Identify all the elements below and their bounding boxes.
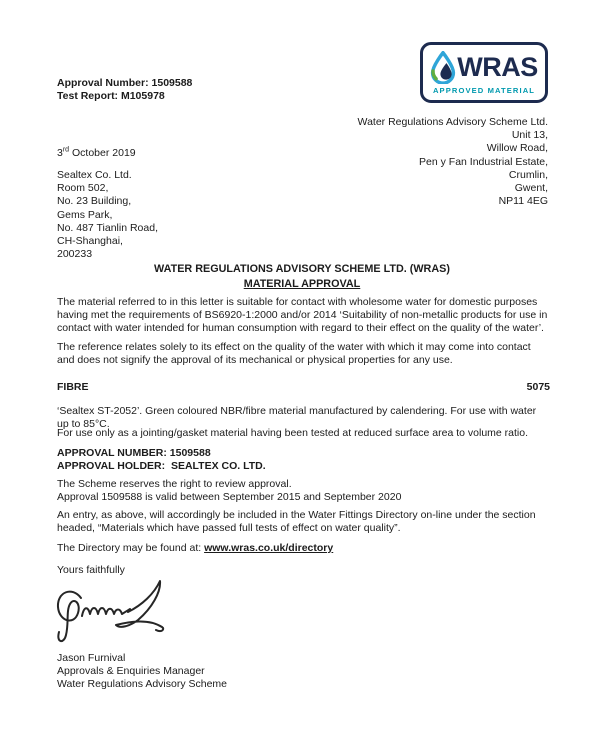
validity-note: Approval 1509588 is valid between September 2015 and September 2020 — [57, 491, 402, 504]
date-rest: October 2019 — [69, 147, 136, 159]
signature-image — [48, 578, 180, 650]
sender-address — [358, 116, 548, 208]
paragraph-suitability: The material referred to in this letter is suitable for contact with wholesome water for domestic purposes having met the requirements of BS6920-1:2000 and/or 2014 ‘Suitability of non-metallic products for use in contact with water intended for human consumption with regard to their effect on the quality of the water’. — [57, 296, 548, 335]
directory-label: The Directory may be found at: — [57, 542, 205, 554]
directory-link-line — [57, 542, 550, 555]
signoff-org: Water Regulations Advisory Scheme — [57, 678, 228, 691]
test-report-line: Test Report: M105978 — [57, 90, 165, 103]
sender-address-line: Pen y Fan Industrial Estate, — [419, 155, 548, 168]
material-description: ‘Sealtex ST-2052’. Green coloured NBR/fibre material manufactured by calendering. For use with water up to 85°C. — [57, 405, 537, 431]
sender-address-line: Unit 13, — [511, 129, 548, 142]
letter-title — [0, 262, 604, 291]
signoff-role: Approvals & Enquiries Manager — [57, 665, 205, 678]
material-name: FIBRE — [57, 381, 89, 393]
approval-details-block — [57, 447, 266, 473]
sender-address-line: Gwent, — [514, 182, 548, 195]
approval-holder-label: APPROVAL HOLDER: SEALTEX CO. LTD. — [57, 460, 266, 473]
title-line-2: MATERIAL APPROVAL — [243, 277, 361, 290]
material-heading-row — [57, 381, 550, 394]
date-ordinal: rd — [62, 146, 70, 154]
wras-logo-row — [430, 51, 538, 84]
directory-url-link[interactable]: www.wras.co.uk/directory — [204, 542, 334, 554]
recipient-address-line: No. 23 Building, — [57, 195, 132, 208]
recipient-address-line: Room 502, — [57, 182, 109, 195]
recipient-address-line: CH-Shanghai, — [57, 235, 123, 248]
date-day: 3 — [57, 147, 63, 159]
recipient-address-line: 200233 — [57, 248, 93, 261]
recipient-address-line: Sealtex Co. Ltd. — [57, 169, 132, 181]
directory-entry-paragraph: An entry, as above, will accordingly be included in the Water Fittings Directory on-line under the section headed, “Materials which have passed full tests of effect on water quality”. — [57, 509, 536, 535]
water-drop-icon — [430, 51, 456, 84]
recipient-address — [57, 169, 158, 261]
signoff-name: Jason Furnival — [57, 652, 126, 664]
sender-address-line: Crumlin, — [508, 168, 548, 181]
logo-brand-text: WRAS — [457, 52, 538, 82]
sender-address-line: NP11 4EG — [498, 195, 548, 208]
closing-salutation: Yours faithfully — [57, 564, 125, 576]
recipient-address-line: No. 487 Tianlin Road, — [57, 221, 158, 234]
letter-date — [57, 147, 136, 160]
logo-tagline-text: APPROVED MATERIAL — [432, 86, 536, 95]
signoff-block — [57, 652, 227, 692]
wras-logo — [420, 42, 548, 103]
approval-number-label: APPROVAL NUMBER: 1509588 — [57, 447, 211, 459]
title-line-1: WATER REGULATIONS ADVISORY SCHEME LTD. (WRAS) — [154, 263, 450, 275]
review-validity-block — [57, 478, 401, 504]
approval-number-line: Approval Number: 1509588 — [57, 77, 193, 89]
review-note: The Scheme reserves the right to review approval. — [57, 478, 292, 490]
material-code: 5075 — [526, 381, 550, 393]
sender-address-line: Willow Road, — [486, 142, 548, 155]
recipient-address-line: Gems Park, — [57, 208, 113, 221]
approval-ids-block — [57, 77, 192, 103]
paragraph-reference-scope: The reference relates solely to its effect on the quality of the water with which it may come into contact and does not signify the approval of its mechanical or physical properties for any use. — [57, 341, 531, 367]
usage-note: For use only as a jointing/gasket material having been tested at reduced surface area to volume ratio. — [57, 427, 529, 439]
sender-address-line: Water Regulations Advisory Scheme Ltd. — [357, 116, 548, 128]
